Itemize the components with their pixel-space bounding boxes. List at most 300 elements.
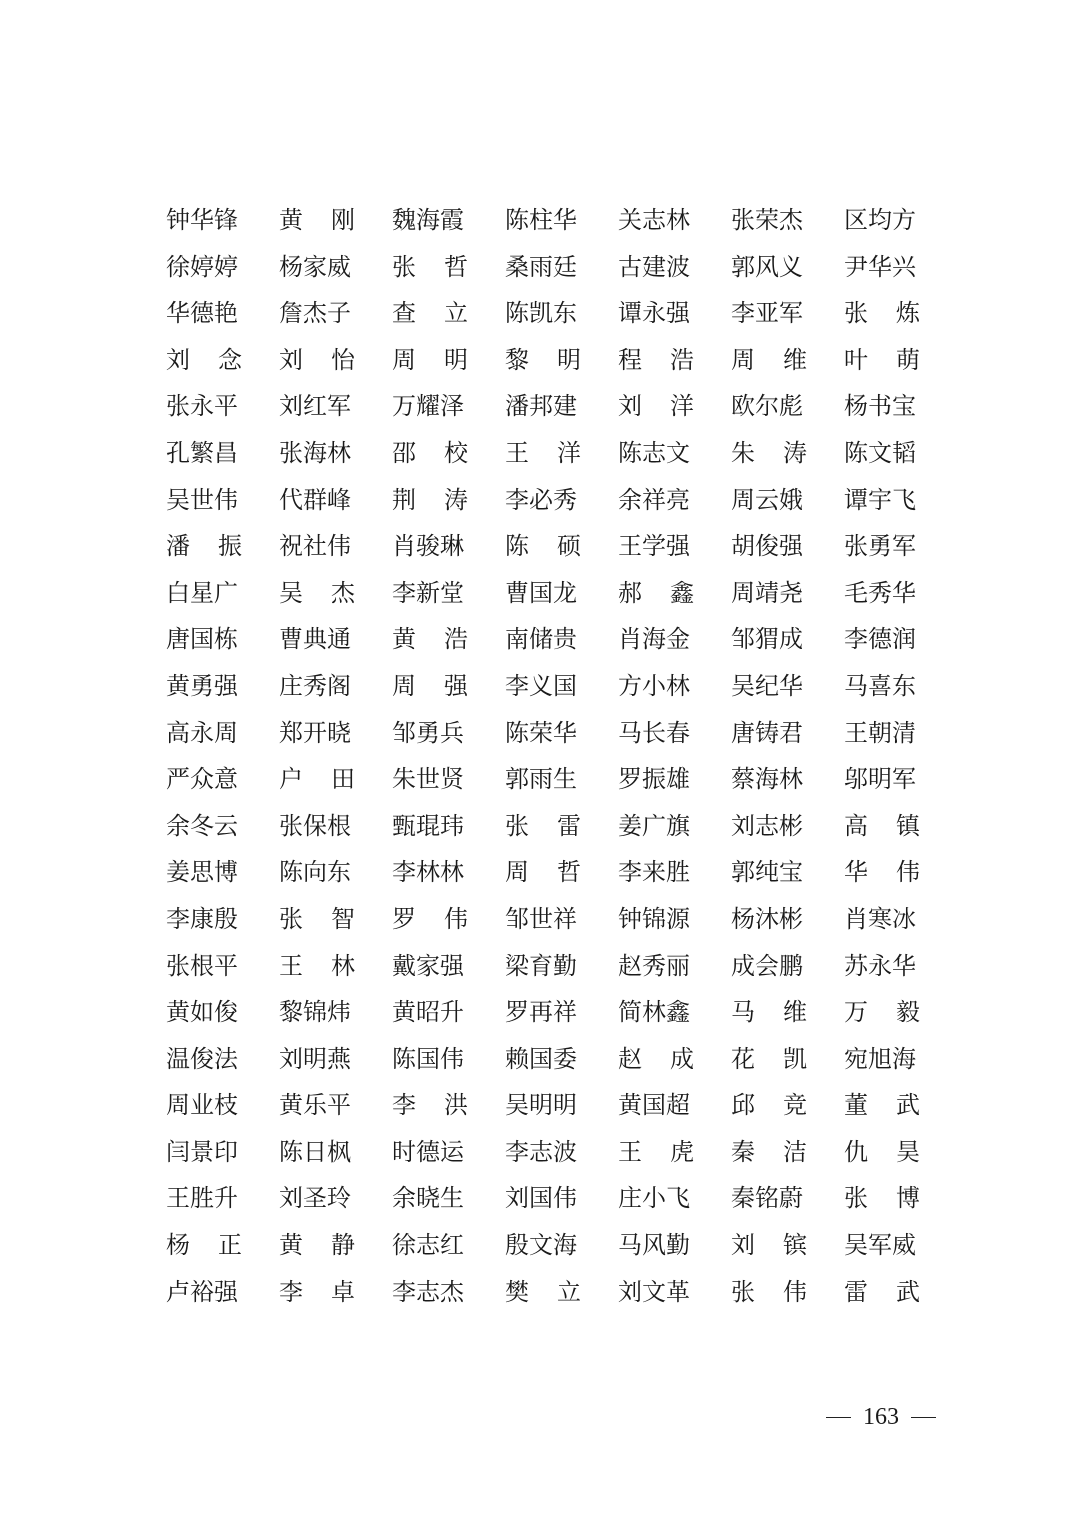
name-char: 张	[844, 299, 868, 328]
name-text: 邹世祥	[505, 904, 577, 933]
name-text: 魏海霞	[392, 206, 464, 234]
name-entry	[279, 433, 355, 473]
name-char: 赵	[618, 1044, 642, 1073]
name-char: 王	[279, 951, 303, 980]
name-text: 孔繁昌	[166, 438, 238, 467]
name-entry	[392, 666, 468, 706]
name-entry	[279, 1225, 355, 1265]
name-entry	[392, 852, 468, 892]
name-text: 杨家威	[279, 252, 351, 281]
name-entry	[392, 1178, 468, 1218]
name-entry	[505, 899, 581, 939]
name-char: 陈	[505, 532, 529, 561]
name-text: 黄如俊	[166, 998, 238, 1027]
name-char: 伟	[783, 1277, 807, 1306]
name-text: 吴世伟	[166, 485, 238, 514]
name-entry	[279, 806, 355, 846]
name-entry	[844, 852, 920, 892]
name-entry	[844, 200, 920, 240]
name-entry	[392, 806, 468, 846]
name-entry	[731, 946, 807, 986]
name-char: 明	[557, 345, 581, 374]
name-text: 郭雨生	[505, 765, 577, 794]
name-text: 邹猬成	[731, 625, 803, 654]
name-text: 刘红军	[279, 392, 351, 421]
name-entry	[844, 480, 920, 520]
name-text: 邹勇兵	[392, 718, 464, 747]
name-text: 刘国伟	[505, 1184, 577, 1213]
name-text: 毛秀华	[844, 578, 916, 607]
name-char: 振	[218, 532, 242, 561]
name-text: 黄国超	[618, 1091, 690, 1120]
name-char: 鑫	[670, 578, 694, 607]
name-entry	[392, 1132, 468, 1172]
name-char: 雷	[844, 1277, 868, 1306]
name-char: 潘	[166, 532, 190, 561]
name-char: 杰	[331, 578, 355, 607]
name-text: 郭纯宝	[731, 858, 803, 887]
name-entry	[505, 480, 581, 520]
name-entry	[166, 946, 242, 986]
name-entry	[618, 713, 694, 753]
name-entry	[844, 386, 920, 426]
name-entry	[505, 1132, 581, 1172]
name-entry	[279, 666, 355, 706]
name-char: 成	[670, 1044, 694, 1073]
name-entry	[731, 200, 807, 240]
name-entry	[166, 480, 242, 520]
name-entry	[844, 1225, 920, 1265]
name-entry	[731, 340, 807, 380]
name-entry	[505, 759, 581, 799]
name-list-grid	[166, 200, 926, 1318]
name-char: 立	[444, 299, 468, 328]
name-entry	[166, 340, 242, 380]
name-text: 闫景印	[166, 1137, 238, 1166]
name-text: 马长春	[618, 718, 690, 747]
name-entry	[731, 992, 807, 1032]
name-char: 维	[783, 345, 807, 374]
name-entry	[279, 526, 355, 566]
name-text: 陈荣华	[505, 718, 577, 747]
name-text: 谭宇飞	[844, 485, 916, 514]
name-text: 曹典通	[279, 625, 351, 654]
name-entry	[392, 200, 468, 240]
name-entry	[618, 619, 694, 659]
name-entry	[731, 433, 807, 473]
name-entry	[844, 247, 920, 287]
name-entry	[279, 992, 355, 1032]
name-char: 黎	[505, 345, 529, 374]
dash-right	[911, 1417, 936, 1419]
name-entry	[844, 433, 920, 473]
name-text: 古建波	[618, 252, 690, 281]
name-entry	[505, 619, 581, 659]
name-text: 万耀泽	[392, 392, 464, 421]
name-char: 正	[218, 1231, 242, 1260]
name-text: 殷文海	[505, 1231, 577, 1260]
name-entry	[392, 1272, 468, 1312]
name-entry	[505, 1272, 581, 1312]
name-char: 洋	[557, 438, 581, 467]
name-char: 张	[731, 1277, 755, 1306]
name-text: 蔡海林	[731, 765, 803, 794]
name-entry	[392, 480, 468, 520]
name-entry	[618, 433, 694, 473]
name-text: 姜广旗	[618, 811, 690, 840]
name-text: 张根平	[166, 951, 238, 980]
name-entry	[166, 573, 242, 613]
name-entry	[166, 806, 242, 846]
name-char: 秦	[731, 1137, 755, 1166]
name-text: 代群峰	[279, 485, 351, 514]
name-text: 秦铭蔚	[731, 1184, 803, 1213]
name-entry	[279, 293, 355, 333]
name-char: 强	[444, 671, 468, 700]
name-entry	[618, 852, 694, 892]
name-text: 曹国龙	[505, 578, 577, 607]
name-char: 浩	[444, 625, 468, 654]
name-text: 庄小飞	[618, 1184, 690, 1213]
name-text: 唐铸君	[731, 718, 803, 747]
name-entry	[618, 1272, 694, 1312]
name-entry	[844, 992, 920, 1032]
name-entry	[731, 293, 807, 333]
name-char: 朱	[731, 438, 755, 467]
name-char: 高	[844, 811, 868, 840]
name-entry	[731, 1272, 807, 1312]
name-char: 张	[505, 811, 529, 840]
name-text: 朱世贤	[392, 765, 464, 794]
name-char: 卓	[331, 1277, 355, 1306]
name-entry	[166, 386, 242, 426]
name-entry	[618, 1225, 694, 1265]
name-text: 张海林	[279, 438, 351, 467]
name-entry	[392, 992, 468, 1032]
name-char: 王	[618, 1137, 642, 1166]
name-text: 马喜东	[844, 671, 916, 700]
page-footer	[826, 1404, 936, 1431]
name-text: 黄勇强	[166, 671, 238, 700]
name-entry	[279, 1085, 355, 1125]
name-entry	[279, 946, 355, 986]
name-entry	[166, 526, 242, 566]
name-entry	[166, 200, 242, 240]
name-char: 李	[392, 1091, 416, 1120]
name-entry	[279, 1132, 355, 1172]
name-char: 毅	[896, 998, 920, 1027]
name-text: 白星广	[166, 578, 238, 607]
name-text: 余祥亮	[618, 485, 690, 514]
name-char: 哲	[444, 252, 468, 281]
name-entry	[505, 1039, 581, 1079]
name-char: 刘	[618, 392, 642, 421]
name-char: 维	[783, 998, 807, 1027]
name-text: 吴纪华	[731, 671, 803, 700]
name-text: 李新堂	[392, 578, 464, 607]
name-entry	[618, 340, 694, 380]
name-entry	[618, 1039, 694, 1079]
name-entry	[731, 619, 807, 659]
name-char: 杨	[166, 1231, 190, 1260]
name-text: 简林鑫	[618, 998, 690, 1027]
name-text: 时德运	[392, 1137, 464, 1166]
name-char: 昊	[896, 1137, 920, 1166]
name-char: 周	[392, 671, 416, 700]
name-text: 杨沐彬	[731, 904, 803, 933]
name-entry	[392, 713, 468, 753]
name-text: 陈志文	[618, 438, 690, 467]
name-entry	[279, 480, 355, 520]
name-char: 邵	[392, 438, 416, 467]
name-entry	[731, 573, 807, 613]
name-char: 立	[557, 1277, 581, 1306]
name-char: 叶	[844, 345, 868, 374]
name-entry	[166, 852, 242, 892]
name-entry	[731, 1225, 807, 1265]
name-entry	[279, 899, 355, 939]
name-entry	[844, 1039, 920, 1079]
name-text: 肖寒冰	[844, 904, 916, 933]
name-char: 黄	[279, 206, 303, 234]
name-char: 黄	[392, 625, 416, 654]
name-text: 方小林	[618, 671, 690, 700]
name-text: 赵秀丽	[618, 951, 690, 980]
name-entry	[844, 619, 920, 659]
name-entry	[618, 386, 694, 426]
name-char: 邱	[731, 1091, 755, 1120]
name-text: 钟锦源	[618, 904, 690, 933]
name-text: 徐婷婷	[166, 252, 238, 281]
name-entry	[731, 1085, 807, 1125]
name-entry	[844, 666, 920, 706]
name-char: 洪	[444, 1091, 468, 1120]
name-char: 浩	[670, 345, 694, 374]
name-text: 杨书宝	[844, 392, 916, 421]
name-entry	[731, 386, 807, 426]
name-entry	[505, 386, 581, 426]
name-entry	[618, 293, 694, 333]
name-char: 竞	[783, 1091, 807, 1120]
name-entry	[844, 1085, 920, 1125]
name-entry	[618, 946, 694, 986]
name-entry	[505, 1225, 581, 1265]
name-text: 张保根	[279, 811, 351, 840]
name-text: 张永平	[166, 392, 238, 421]
name-text: 李亚军	[731, 299, 803, 328]
name-entry	[844, 759, 920, 799]
name-entry	[166, 433, 242, 473]
name-char: 张	[392, 252, 416, 281]
name-entry	[166, 899, 242, 939]
name-entry	[731, 806, 807, 846]
name-char: 炼	[896, 299, 920, 328]
dash-left	[826, 1417, 851, 1419]
name-char: 念	[218, 345, 242, 374]
name-text: 李义国	[505, 671, 577, 700]
name-text: 李必秀	[505, 485, 577, 514]
name-entry	[731, 759, 807, 799]
name-text: 李来胜	[618, 858, 690, 887]
name-entry	[505, 992, 581, 1032]
name-entry	[279, 713, 355, 753]
name-char: 马	[731, 998, 755, 1027]
name-text: 陈日枫	[279, 1137, 351, 1166]
name-char: 程	[618, 345, 642, 374]
name-text: 严众意	[166, 765, 238, 794]
name-text: 李德润	[844, 625, 916, 654]
name-text: 刘文革	[618, 1277, 690, 1306]
name-char: 田	[331, 765, 355, 794]
name-entry	[505, 666, 581, 706]
name-text: 周云娥	[731, 485, 803, 514]
name-text: 邬明军	[844, 765, 916, 794]
name-char: 张	[279, 904, 303, 933]
name-text: 陈文韬	[844, 438, 916, 467]
name-entry	[279, 619, 355, 659]
name-text: 温俊法	[166, 1044, 238, 1073]
name-text: 吴明明	[505, 1091, 577, 1120]
name-entry	[392, 946, 468, 986]
name-entry	[844, 946, 920, 986]
name-char: 查	[392, 299, 416, 328]
name-entry	[392, 573, 468, 613]
name-text: 刘明燕	[279, 1044, 351, 1073]
name-text: 王朝清	[844, 718, 916, 747]
name-char: 校	[444, 438, 468, 467]
name-char: 武	[896, 1091, 920, 1120]
name-entry	[618, 480, 694, 520]
name-char: 镔	[783, 1231, 807, 1260]
name-char: 伟	[444, 904, 468, 933]
name-entry	[392, 1085, 468, 1125]
name-char: 户	[279, 765, 303, 794]
name-char: 周	[505, 858, 529, 887]
name-char: 周	[392, 345, 416, 374]
name-text: 黄昭升	[392, 998, 464, 1027]
name-entry	[505, 247, 581, 287]
name-text: 区均方	[844, 206, 916, 234]
name-entry	[844, 573, 920, 613]
name-text: 成会鹏	[731, 951, 803, 980]
name-char: 萌	[896, 345, 920, 374]
name-entry	[618, 1178, 694, 1218]
name-entry	[166, 247, 242, 287]
name-entry	[505, 806, 581, 846]
name-text: 罗再祥	[505, 998, 577, 1027]
name-entry	[392, 386, 468, 426]
name-entry	[166, 713, 242, 753]
name-entry	[392, 899, 468, 939]
name-char: 怡	[331, 345, 355, 374]
name-entry	[505, 1178, 581, 1218]
name-char: 仇	[844, 1137, 868, 1166]
name-char: 万	[844, 998, 868, 1027]
name-entry	[392, 293, 468, 333]
name-entry	[505, 293, 581, 333]
name-text: 庄秀阁	[279, 671, 351, 700]
name-entry	[618, 759, 694, 799]
name-text: 李志波	[505, 1137, 577, 1166]
name-entry	[618, 247, 694, 287]
name-char: 武	[896, 1277, 920, 1306]
name-text: 陈向东	[279, 858, 351, 887]
name-entry	[618, 899, 694, 939]
name-entry	[279, 759, 355, 799]
name-text: 徐志红	[392, 1231, 464, 1260]
name-entry	[392, 340, 468, 380]
name-entry	[166, 1225, 242, 1265]
name-text: 胡俊强	[731, 532, 803, 561]
name-text: 姜思博	[166, 858, 238, 887]
name-entry	[731, 480, 807, 520]
name-char: 董	[844, 1091, 868, 1120]
name-char: 智	[331, 904, 355, 933]
name-text: 苏永华	[844, 951, 916, 980]
name-entry	[166, 619, 242, 659]
name-entry	[392, 1039, 468, 1079]
name-entry	[279, 573, 355, 613]
name-entry	[844, 526, 920, 566]
name-text: 刘圣玲	[279, 1184, 351, 1213]
name-entry	[505, 340, 581, 380]
name-entry	[166, 1085, 242, 1125]
name-text: 王学强	[618, 532, 690, 561]
name-entry	[392, 526, 468, 566]
name-char: 刘	[279, 345, 303, 374]
name-entry	[279, 1178, 355, 1218]
name-text: 陈国伟	[392, 1044, 464, 1073]
name-entry	[618, 666, 694, 706]
name-char: 哲	[557, 858, 581, 887]
name-entry	[731, 852, 807, 892]
name-text: 张荣杰	[731, 206, 803, 234]
name-char: 明	[444, 345, 468, 374]
name-char: 吴	[279, 578, 303, 607]
name-text: 关志林	[618, 206, 690, 234]
name-text: 卢裕强	[166, 1277, 238, 1306]
name-char: 花	[731, 1044, 755, 1073]
name-char: 洋	[670, 392, 694, 421]
name-char: 周	[731, 345, 755, 374]
name-text: 李康殷	[166, 904, 238, 933]
name-text: 尹华兴	[844, 252, 916, 281]
name-text: 陈凯东	[505, 299, 577, 328]
name-entry	[844, 1178, 920, 1218]
name-entry	[618, 1132, 694, 1172]
name-text: 余晓生	[392, 1184, 464, 1213]
name-char: 华	[844, 858, 868, 887]
name-char: 张	[844, 1184, 868, 1213]
name-entry	[731, 666, 807, 706]
name-text: 黄乐平	[279, 1091, 351, 1120]
name-entry	[279, 852, 355, 892]
name-text: 华德艳	[166, 299, 238, 328]
name-text: 刘志彬	[731, 811, 803, 840]
name-text: 唐国栋	[166, 625, 238, 654]
name-text: 郑开晓	[279, 718, 351, 747]
name-entry	[844, 806, 920, 846]
name-entry	[618, 573, 694, 613]
name-text: 欧尔彪	[731, 392, 803, 421]
name-text: 李志杰	[392, 1277, 464, 1306]
name-entry	[618, 806, 694, 846]
name-entry	[844, 899, 920, 939]
name-entry	[279, 200, 355, 240]
name-text: 甄琨玮	[392, 811, 464, 840]
name-text: 马风勤	[618, 1231, 690, 1260]
name-text: 桑雨廷	[505, 252, 577, 281]
